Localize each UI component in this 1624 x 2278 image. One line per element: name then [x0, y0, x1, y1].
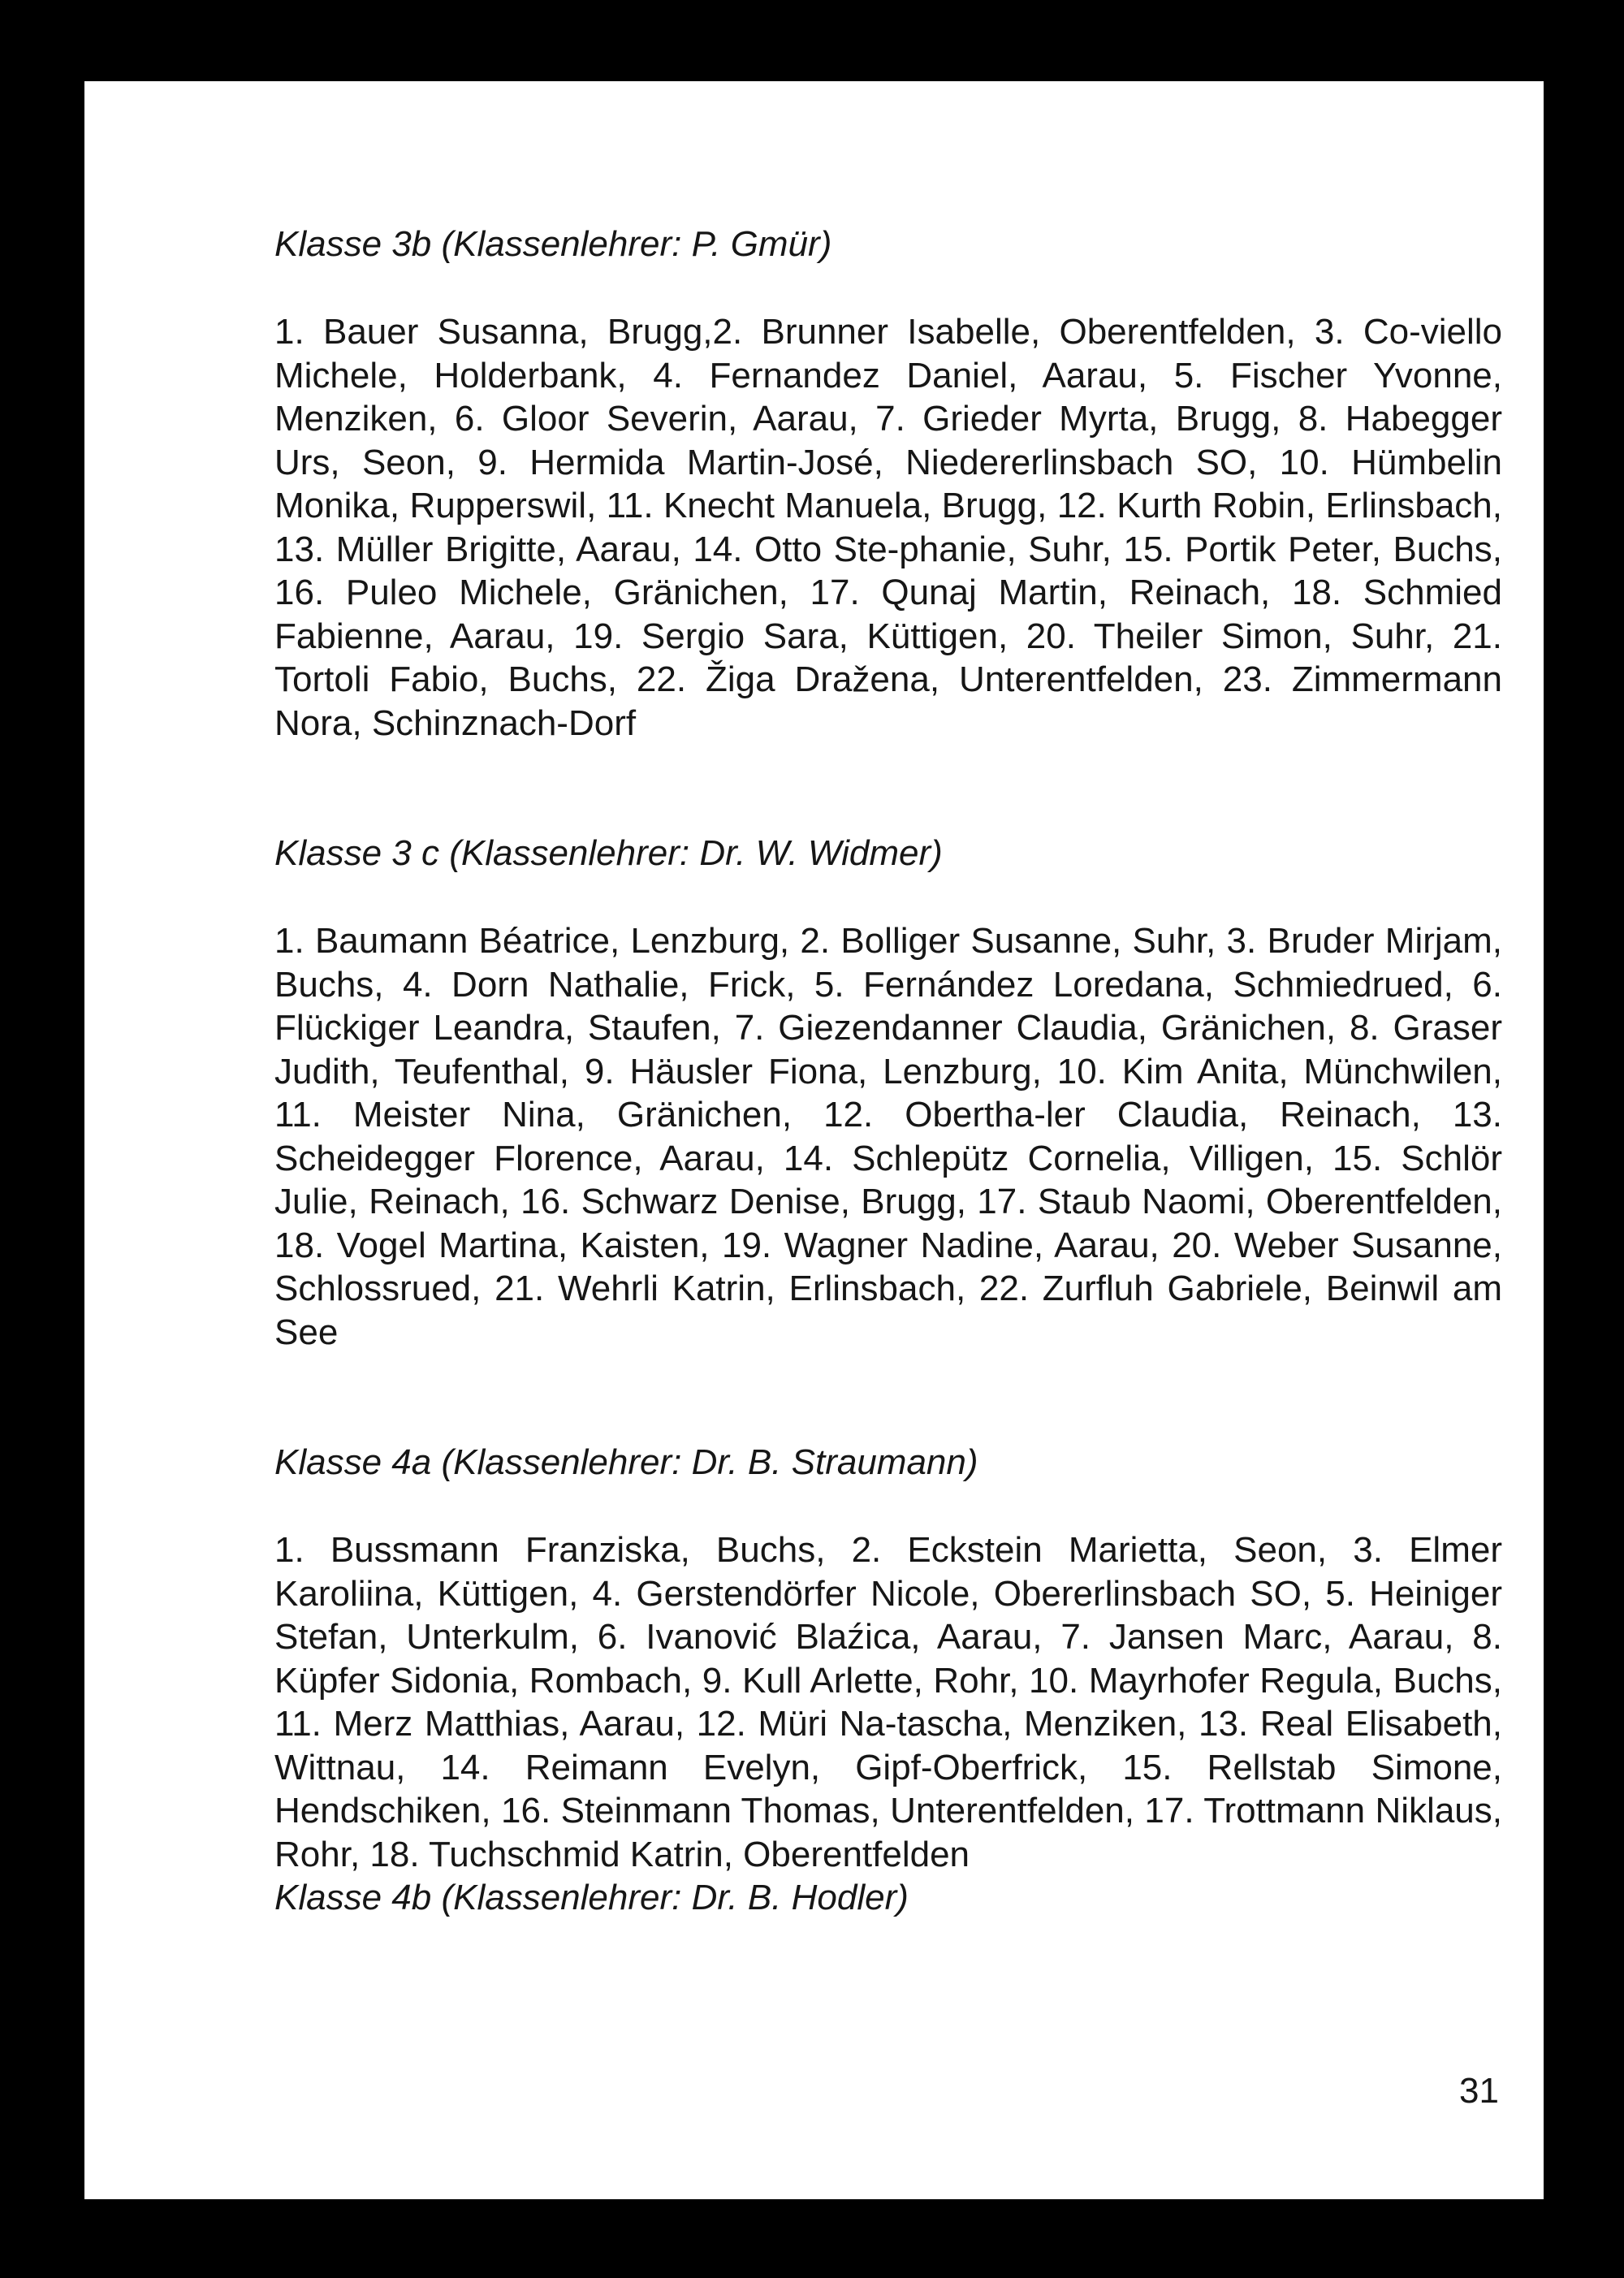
class-4a-heading: Klasse 4a (Klassenlehrer: Dr. B. Straumann)	[274, 1442, 978, 1482]
document-page	[84, 81, 1544, 2199]
class-4a-student-list: 1. Bussmann Franziska, Buchs, 2. Eckstein Marietta, Seon, 3. Elmer Karoliina, Küttigen, 4. Gerstendörfer Nicole, Obererlinsbach SO, 5. Heiniger Stefan, Unterkulm, 6. Ivanović Blaźica, Aarau, 7. Jansen Marc, Aarau, 8. Küpfer Sidonia, Rombach, 9. Kull Arlette, Rohr, 10. Mayrhofer Regula, Buchs, 11. Merz Matthias, Aarau, 12. Müri Na-tascha, Menziken, 13. Real Elisabeth, Wittnau, 14. Reimann Evelyn, Gipf-Oberfrick, 15. Rellstab Simone, Hendschiken, 16. Steinmann Thomas, Unterentfelden, 17. Trottmann Niklaus, Rohr, 18. Tuchschmid Katrin, Oberentfelden	[274, 1530, 1502, 1874]
page-number: 31	[1459, 2071, 1499, 2111]
class-3c-student-list: 1. Baumann Béatrice, Lenzburg, 2. Bolliger Susanne, Suhr, 3. Bruder Mirjam, Buchs, 4. Dorn Nathalie, Frick, 5. Fernández Loredana, Schmiedrued, 6. Flückiger Leandra, Staufen, 7. Giezendanner Claudia, Gränichen, 8. Graser Judith, Teufenthal, 9. Häusler Fiona, Lenzburg, 10. Kim Anita, Münchwilen, 11. Meister Nina, Gränichen, 12. Obertha-ler Claudia, Reinach, 13. Scheidegger Florence, Aarau, 14. Schlepütz Cornelia, Villigen, 15. Schlör Julie, Reinach, 16. Schwarz Denise, Brugg, 17. Staub Naomi, Oberentfelden, 18. Vogel Martina, Kaisten, 19. Wagner Nadine, Aarau, 20. Weber Susanne, Schlossrued, 21. Wehrli Katrin, Erlinsbach, 22. Zurfluh Gabriele, Beinwil am See	[274, 921, 1502, 1352]
class-4b-heading: Klasse 4b (Klassenlehrer: Dr. B. Hodler)	[274, 1878, 909, 1917]
class-3b-student-list: 1. Bauer Susanna, Brugg,2. Brunner Isabelle, Oberentfelden, 3. Co-viello Michele, Holderbank, 4. Fernandez Daniel, Aarau, 5. Fischer Yvonne, Menziken, 6. Gloor Severin, Aarau, 7. Grieder Myrta, Brugg, 8. Habegger Urs, Seon, 9. Hermida Martin-José, Niedererlinsbach SO, 10. Hümbelin Monika, Rupperswil, 11. Knecht Manuela, Brugg, 12. Kurth Robin, Erlinsbach, 13. Müller Brigitte, Aarau, 14. Otto Ste-phanie, Suhr, 15. Portik Peter, Buchs, 16. Puleo Michele, Gränichen, 17. Qunaj Martin, Reinach, 18. Schmied Fabienne, Aarau, 19. Sergio Sara, Küttigen, 20. Theiler Simon, Suhr, 21. Tortoli Fabio, Buchs, 22. Žiga Dražena, Unterentfelden, 23. Zimmermann Nora, Schinznach-Dorf	[274, 312, 1502, 743]
class-3b-heading: Klasse 3b (Klassenlehrer: P. Gmür)	[274, 224, 832, 264]
class-3c-heading: Klasse 3 c (Klassenlehrer: Dr. W. Widmer)	[274, 833, 943, 873]
page-content	[274, 223, 1502, 1920]
